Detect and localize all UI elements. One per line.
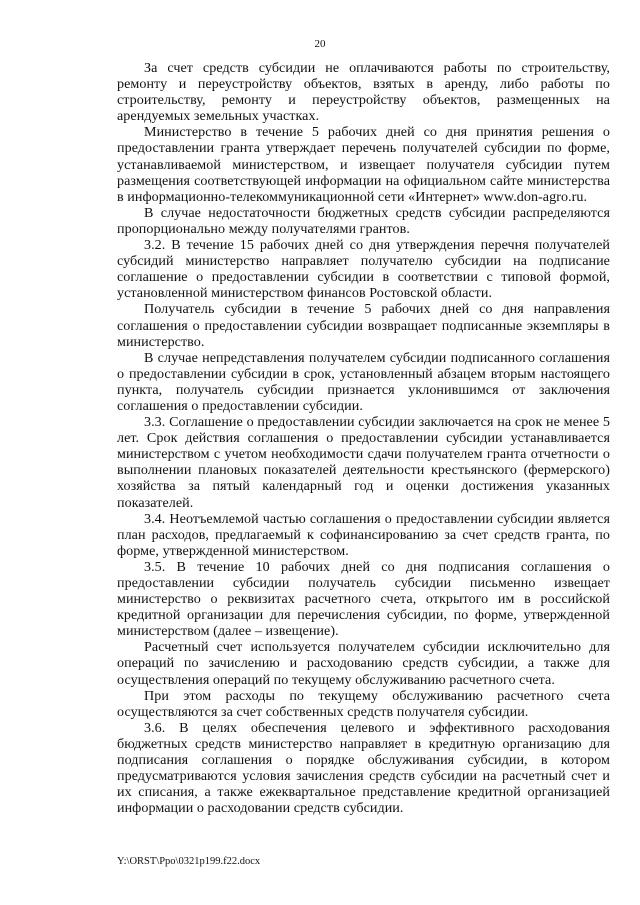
- paragraph-recipient-returns-agreement: Получатель субсидии в течение 5 рабочих дней со дня направления соглашения о предоставлении субсидии возвращает подписанные экземпляры в министерство.: [117, 301, 610, 350]
- paragraph-non-submission: В случае непредставления получателем субсидии подписанного соглашения о предоставлении субсидии в срок, установленный абзацем вторым настоящего пункта, получатель субсидии признается уклонившимся от заключения соглашения о предоставлении субсидии.: [117, 349, 610, 414]
- paragraph-ministry-approves-list: Министерство в течение 5 рабочих дней со дня принятия решения о предоставлении гранта утверждает перечень получателей субсидии по форме, устанавливаемой министерством, и извещает получателя субсидии путем размещения соответствующей информации на официальном сайте министерства в информационно-телекоммуникационной сети «Интернет» www.don-agro.ru.: [117, 124, 610, 205]
- paragraph-insufficient-funds: В случае недостаточности бюджетных средств субсидии распределяются пропорционально между получателями грантов.: [117, 204, 610, 237]
- paragraph-3-6: 3.6. В целях обеспечения целевого и эффективного расходования бюджетных средств министерство направляет в кредитную организацию для подписания соглашения о порядке обслуживания субсидии, в котором предусматриваются условия зачисления средств субсидии на расчетный счет и их списания, а также ежеквартальное представление кредитной организацией информации о расходовании средств субсидии.: [117, 719, 610, 817]
- document-body: [117, 60, 610, 816]
- page-number: 20: [314, 38, 326, 50]
- paragraph-works-not-paid: За счет средств субсидии не оплачиваются работы по строительству, ремонту и переустройству объектов, взятых в аренду, либо работы по строительству, ремонту и переустройству объектов, размещенных на арендуемых земельных участках.: [117, 60, 610, 125]
- paragraph-3-4: 3.4. Неотъемлемой частью соглашения о предоставлении субсидии является план расходов, предлагаемый к софинансированию за счет средств гранта, по форме, утвержденной министерством.: [117, 510, 610, 559]
- paragraph-3-3: 3.3. Соглашение о предоставлении субсидии заключается на срок не менее 5 лет. Срок действия соглашения о предоставлении субсидии устанавливается министерством с учетом необходимости сдачи получателем гранта отчетности о выполнении плановых показателей деятельности крестьянского (фермерского) хозяйства за пятый календарный год и оценки достижения указанных показателей.: [117, 414, 610, 511]
- footer-file-path: Y:\ORST\Ppo\0321p199.f22.docx: [117, 856, 261, 867]
- paragraph-settlement-account: Расчетный счет используется получателем субсидии исключительно для операций по зачислению и расходованию средств субсидии, а также для осуществления операций по текущему обслуживанию расчетного счета.: [117, 639, 610, 688]
- paragraph-3-2: 3.2. В течение 15 рабочих дней со дня утверждения перечня получателей субсидий министерство направляет получателю субсидии на подписание соглашение о предоставлении субсидии в соответствии с типовой формой, установленной министерством финансов Ростовской области.: [117, 237, 610, 302]
- paragraph-account-expenses: При этом расходы по текущему обслуживанию расчетного счета осуществляются за счет собственных средств получателя субсидии.: [117, 687, 610, 720]
- paragraph-3-5: 3.5. В течение 10 рабочих дней со дня подписания соглашения о предоставлении субсидии получатель субсидии письменно извещает министерство о реквизитах расчетного счета, открытого им в российской кредитной организации для перечисления субсидии, по форме, утвержденной министерством (далее – извещение).: [117, 558, 610, 640]
